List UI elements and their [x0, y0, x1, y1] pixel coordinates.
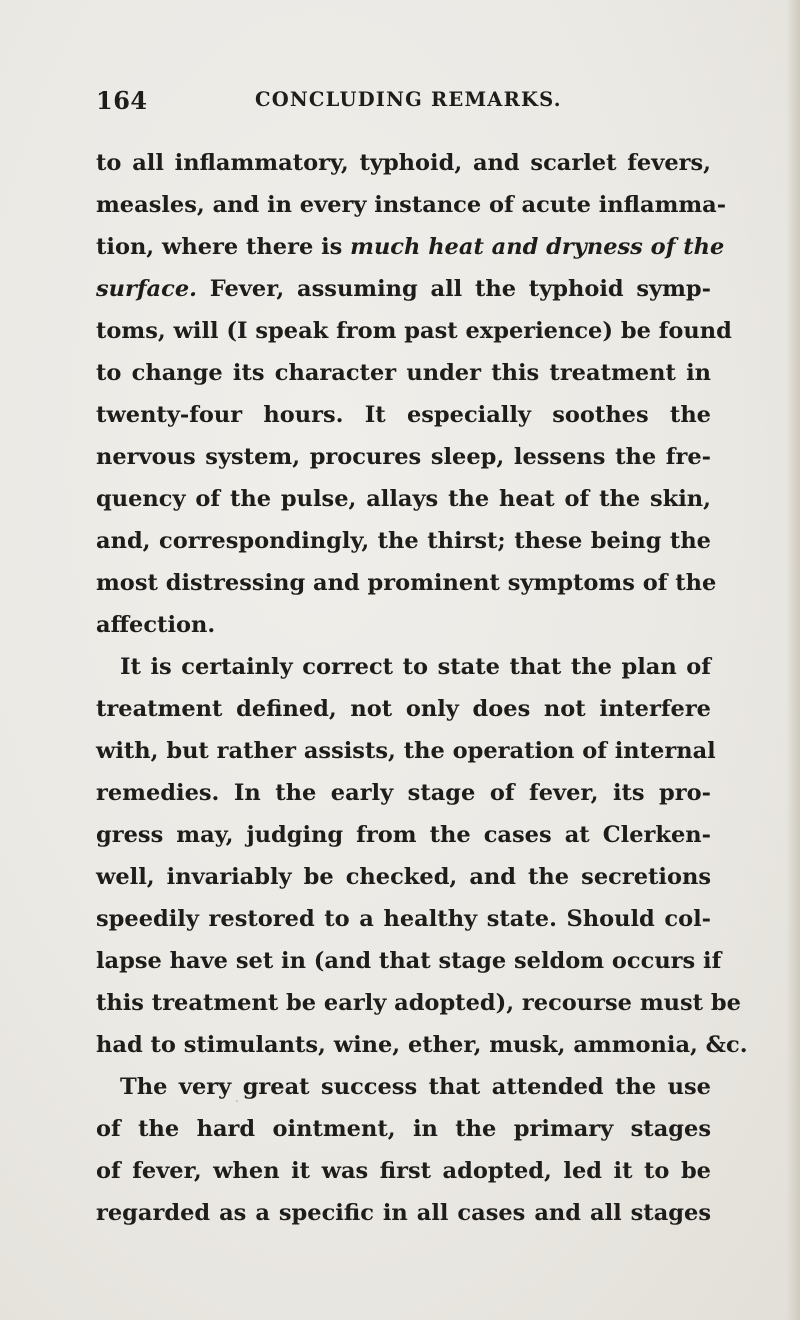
text-line: of fever, when it was first adopted, led it to be [96, 1158, 711, 1184]
page-edge-shadow [786, 0, 800, 1320]
text-line: treatment defined, not only does not interfere [96, 696, 711, 722]
text-line [96, 268, 711, 310]
text-line: remedies. In the early stage of fever, its pro- [96, 780, 711, 806]
text-line: twenty-four hours. It especially soothes the [96, 402, 711, 428]
paragraph-end-line: had to stimulants, wine, ether, musk, ammonia, &c. [96, 1032, 748, 1058]
text-line [96, 226, 725, 268]
paragraph-end-line: affection. [96, 612, 216, 638]
body-text [96, 142, 748, 1234]
paragraph-start-line: It is certainly correct to state that the plan of [120, 654, 711, 680]
text-line: well, invariably be checked, and the secretions [96, 864, 711, 890]
text-line: quency of the pulse, allays the heat of the skin, [96, 486, 711, 512]
italic-phrase: much heat and dryness of the [350, 234, 725, 260]
text-segment: Fever, assuming all the typhoid symp- [197, 276, 711, 302]
text-line: of the hard ointment, in the primary stages [96, 1116, 711, 1142]
text-line: speedily restored to a healthy state. Should col- [96, 906, 711, 932]
text-line: toms, will (I speak from past experience) be found [96, 318, 732, 344]
text-line: lapse have set in (and that stage seldom occurs if [96, 948, 722, 974]
text-line: most distressing and prominent symptoms of the [96, 570, 717, 596]
italic-phrase: surface. [96, 276, 197, 302]
paragraph-start-line: The very great success that attended the use [120, 1074, 711, 1100]
text-line: nervous system, procures sleep, lessens the fre- [96, 444, 711, 470]
paper-speck [612, 540, 614, 542]
text-segment: tion, where there is [96, 234, 351, 260]
text-line: to all inflammatory, typhoid, and scarlet fevers, [96, 150, 711, 176]
text-line: this treatment be early adopted), recourse must be [96, 990, 741, 1016]
text-line: with, but rather assists, the operation of internal [96, 738, 716, 764]
text-line: gress may, judging from the cases at Clerken- [96, 822, 711, 848]
text-line: to change its character under this treatment in [96, 360, 711, 386]
text-line: regarded as a specific in all cases and all stages [96, 1200, 711, 1226]
text-line: measles, and in every instance of acute inflamma- [96, 192, 727, 218]
page-number: 164 [96, 86, 148, 115]
text-line: and, correspondingly, the thirst; these being the [96, 528, 711, 554]
paper-speck [690, 956, 692, 958]
paper-speck [236, 1100, 238, 1102]
running-head: CONCLUDING REMARKS. [255, 88, 562, 111]
page-header [96, 86, 656, 120]
